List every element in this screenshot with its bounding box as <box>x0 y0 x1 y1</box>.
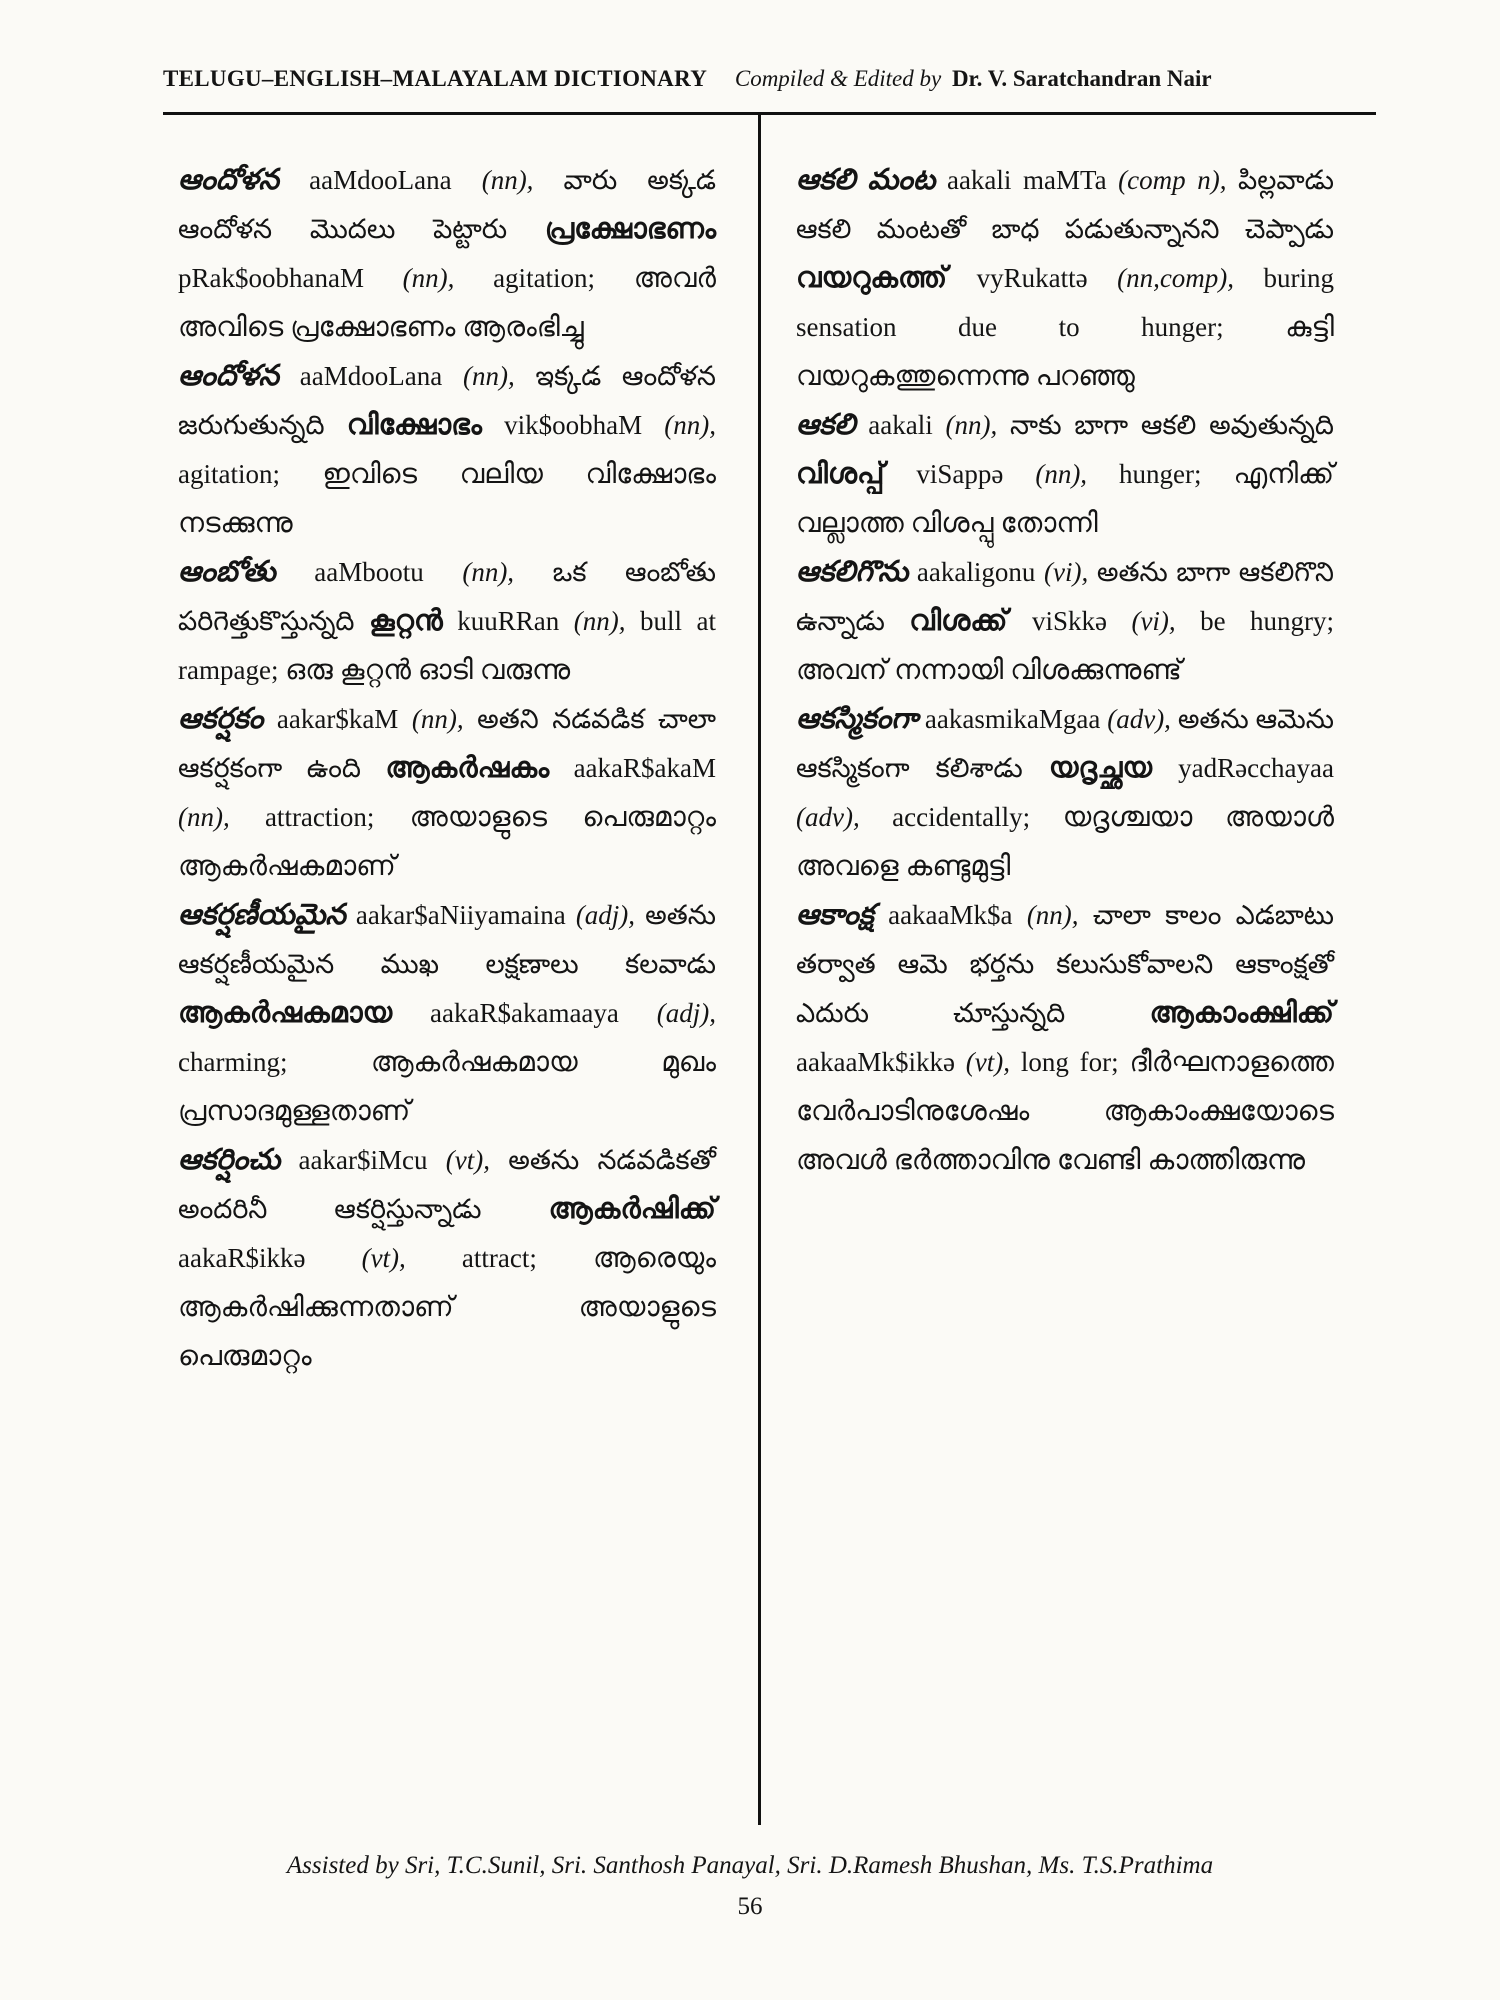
part-of-speech: (nn), <box>462 361 515 391</box>
malayalam-headword: പ്രക്ഷോഭണം <box>544 213 716 245</box>
dictionary-entry <box>796 156 1334 401</box>
dictionary-entry <box>178 1136 716 1381</box>
part-of-speech: (nn), <box>411 704 464 734</box>
telugu-headword: ఆకలి మంట <box>796 164 936 196</box>
english-meaning: bull at rampage; <box>178 606 717 685</box>
malayalam-example: അവന് നന്നായി വിശക്കുന്നുണ്ട് <box>796 655 1182 686</box>
malayalam-transliteration: aakaR$ikkə <box>178 1243 306 1273</box>
telugu-headword: ఆకర్షించు <box>178 1144 281 1176</box>
english-meaning: accidentally; <box>892 802 1031 832</box>
malayalam-headword: യദൃച്ഛയ <box>1048 752 1153 784</box>
malayalam-transliteration: viSappə <box>916 459 1004 489</box>
english-meaning: long for; <box>1020 1047 1119 1077</box>
column-divider <box>758 115 761 1825</box>
telugu-example: అతను బాగా ఆకలిగొని ఉన్నాడు <box>796 557 1335 636</box>
part-of-speech: (comp n), <box>1118 165 1227 195</box>
english-meaning: be hungry; <box>1200 606 1335 636</box>
part-of-speech: (vi), <box>1044 557 1089 587</box>
transliteration: aakar$kaM <box>276 704 399 734</box>
malayalam-part-of-speech: (nn), <box>178 802 230 832</box>
dictionary-entry <box>796 891 1334 1185</box>
part-of-speech: (vt), <box>445 1145 490 1175</box>
transliteration: aaMdooLana <box>309 165 452 195</box>
transliteration: aaMdooLana <box>299 361 443 391</box>
malayalam-transliteration: kuuRRan <box>457 606 560 636</box>
english-meaning: hunger; <box>1119 459 1202 489</box>
english-meaning: buring sensation due to hunger; <box>796 263 1335 342</box>
malayalam-headword: ആകർഷകമായ <box>178 997 393 1029</box>
telugu-example: వారు అక్కడ ఆందోళన మొదలు పెట్టారు <box>178 165 717 244</box>
dictionary-entry <box>178 548 716 695</box>
english-meaning: attraction; <box>264 802 375 832</box>
malayalam-part-of-speech: (nn), <box>664 410 716 440</box>
part-of-speech: (adj), <box>575 900 636 930</box>
telugu-headword: ఆకర్షకం <box>178 703 264 735</box>
part-of-speech: (adv), <box>1107 704 1171 734</box>
malayalam-part-of-speech: (vt), <box>361 1243 406 1273</box>
english-meaning: agitation; <box>178 459 280 489</box>
left-column <box>178 156 716 1381</box>
malayalam-transliteration: viSkkə <box>1031 606 1107 636</box>
telugu-headword: ఆకాంక్ష <box>796 899 874 931</box>
part-of-speech: (nn), <box>1026 900 1079 930</box>
part-of-speech: (nn), <box>481 165 534 195</box>
dictionary-entry <box>796 695 1334 891</box>
malayalam-transliteration: aakaaMk$ikkə <box>796 1047 955 1077</box>
telugu-headword: ఆకలిగొను <box>796 556 909 588</box>
header-rule <box>163 112 1376 115</box>
telugu-headword: ఆకస్మికంగా <box>796 703 919 735</box>
english-meaning: charming; <box>178 1047 288 1077</box>
malayalam-headword: വയറുകത്ത് <box>796 262 948 294</box>
malayalam-headword: ആകാംക്ഷിക്ക് <box>1149 997 1334 1029</box>
transliteration: aakaligonu <box>916 557 1036 587</box>
transliteration: aakar$aNiiyamaina <box>355 900 566 930</box>
malayalam-part-of-speech: (nn), <box>1035 459 1088 489</box>
page-header <box>163 66 1375 92</box>
malayalam-transliteration: yadRəcchayaa <box>1178 753 1335 783</box>
malayalam-part-of-speech: (nn), <box>402 263 455 293</box>
dictionary-entry <box>178 156 716 352</box>
dictionary-entry <box>178 352 716 548</box>
transliteration: aakali <box>868 410 933 440</box>
telugu-headword: ఆందోళన <box>178 164 280 196</box>
telugu-example: నాకు బాగా ఆకలి అవుతున్నది <box>1009 410 1334 440</box>
transliteration: aakaaMk$a <box>888 900 1013 930</box>
malayalam-example: എനിക്ക് വല്ലാത്ത വിശപ്പു തോന്നി <box>796 459 1335 539</box>
malayalam-transliteration: vik$oobhaM <box>504 410 643 440</box>
dictionary-entry <box>178 695 716 891</box>
malayalam-headword: വിക്ഷോഭം <box>346 409 482 441</box>
malayalam-example: കുട്ടി വയറുകത്തുന്നെന്നു പറഞ്ഞു <box>796 312 1335 392</box>
malayalam-example: ഇവിടെ വലിയ വിക്ഷോഭം നടക്കുന്നു <box>178 459 717 539</box>
malayalam-headword: ആകർഷിക്ക് <box>548 1193 716 1225</box>
page-number: 56 <box>737 1893 763 1920</box>
compiled-by-label: Compiled & Edited by <box>734 66 942 91</box>
malayalam-part-of-speech: (vt), <box>965 1047 1010 1077</box>
transliteration: aakasmikaMgaa <box>924 704 1101 734</box>
telugu-example: అతను ఆకర్షణీయమైన ముఖ లక్షణాలు కలవాడు <box>178 900 717 979</box>
malayalam-example: അവർ അവിടെ പ്രക്ഷോഭണം ആരംഭിച്ചു <box>178 263 717 343</box>
dictionary-entry <box>796 548 1334 695</box>
telugu-example: అతను నడవడికతో అందరినీ ఆకర్షిస్తున్నాడు <box>178 1145 717 1224</box>
english-meaning: attract; <box>461 1243 537 1273</box>
dictionary-entry <box>796 401 1334 548</box>
malayalam-headword: വിശപ്പ് <box>796 458 885 490</box>
editor-name: Dr. V. Saratchandran Nair <box>951 66 1212 91</box>
telugu-headword: ఆకలి <box>796 409 856 441</box>
telugu-headword: ఆందోళన <box>178 360 280 392</box>
dictionary-entry <box>178 891 716 1136</box>
telugu-example: అతని నడవడిక చాలా ఆకర్షకంగా ఉంది <box>178 704 717 783</box>
malayalam-example: ആരെയും ആകർഷിക്കുന്നതാണ് അയാളുടെ പെരുമാറ്റം <box>178 1243 717 1372</box>
assisted-by-footer: Assisted by Sri, T.C.Sunil, Sri. Santhosh Panayal, Sri. D.Ramesh Bhushan, Ms. T.S.Prathima <box>286 1852 1214 1879</box>
telugu-headword: ఆకర్షణీయమైన <box>178 899 346 931</box>
english-meaning: agitation; <box>493 263 596 293</box>
telugu-example: ఇక్కడ ఆందోళన జరుగుతున్నది <box>178 361 717 440</box>
malayalam-part-of-speech: (adj), <box>656 998 717 1028</box>
malayalam-example: ദീർഘനാളത്തെ വേർപാടിനുശേഷം ആകാംക്ഷയോടെ അവൾ ഭർത്താവിനു വേണ്ടി കാത്തിരുന്നു <box>796 1047 1334 1176</box>
part-of-speech: (nn), <box>945 410 998 440</box>
right-column <box>796 156 1334 1185</box>
malayalam-headword: വിശക്ക് <box>909 605 1008 637</box>
malayalam-headword: ആകർഷകം <box>385 752 550 784</box>
telugu-headword: ఆంబోతు <box>178 556 276 588</box>
malayalam-part-of-speech: (nn), <box>573 606 626 636</box>
transliteration: aaMbootu <box>314 557 424 587</box>
part-of-speech: (nn), <box>462 557 515 587</box>
malayalam-transliteration: vyRukattə <box>976 263 1088 293</box>
transliteration: aakali maMTa <box>946 165 1107 195</box>
malayalam-transliteration: pRak$oobhanaM <box>178 263 364 293</box>
telugu-example: పిల్లవాడు ఆకలి మంటతో బాధ పడుతున్నానని చెప్పాడు <box>796 165 1335 244</box>
malayalam-example: യദൃശ്ചയാ അയാൾ അവളെ കണ്ടുമുട്ടി <box>796 802 1335 882</box>
telugu-example: చాలా కాలం ఎడబాటు తర్వాత ఆమె భర్తను కలుసుకోవాలని ఆకాంక్షతో ఎదురు చూస్తున్నది <box>796 900 1334 1028</box>
telugu-example: అతను ఆమెను ఆకస్మికంగా కలిశాడు <box>796 704 1335 783</box>
malayalam-example: ഒരു കൂറ്റൻ ഓടി വരുന്നു <box>285 655 571 686</box>
malayalam-transliteration: aakaR$akaM <box>573 753 717 783</box>
malayalam-part-of-speech: (adv), <box>796 802 860 832</box>
malayalam-example: ആകർഷകമായ മുഖം പ്രസാദമുള്ളതാണ് <box>178 1047 716 1127</box>
malayalam-transliteration: aakaR$akamaaya <box>430 998 619 1028</box>
transliteration: aakar$iMcu <box>298 1145 428 1175</box>
malayalam-headword: കൂറ്റൻ <box>368 605 443 637</box>
telugu-example: ఒక ఆంబోతు పరిగెత్తుకొస్తున్నది <box>178 557 716 636</box>
dictionary-title: TELUGU–ENGLISH–MALAYALAM DICTIONARY <box>163 66 708 91</box>
malayalam-example: അയാളുടെ പെരുമാറ്റം ആകർഷകമാണ് <box>178 802 717 882</box>
malayalam-part-of-speech: (vi), <box>1131 606 1176 636</box>
malayalam-part-of-speech: (nn,comp), <box>1117 263 1235 293</box>
